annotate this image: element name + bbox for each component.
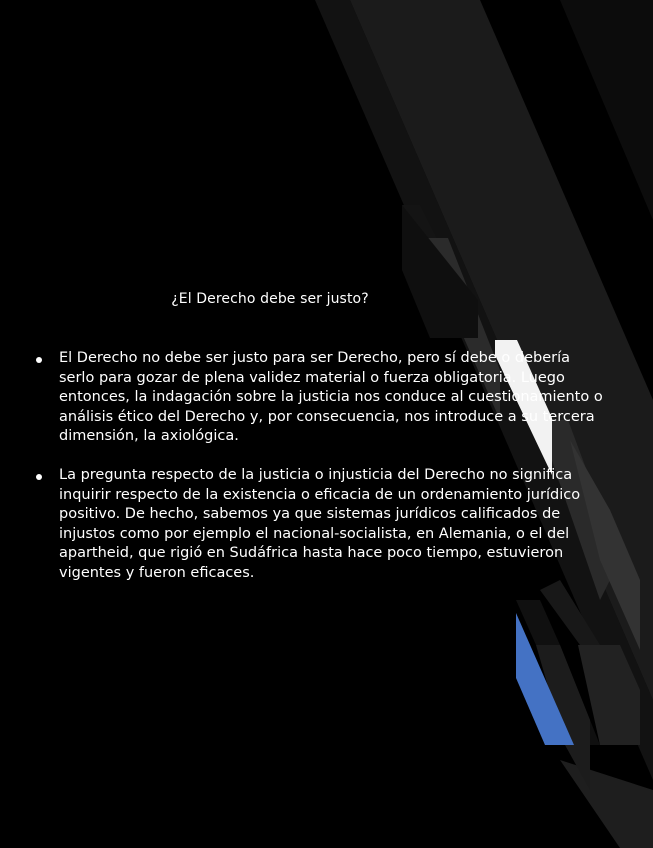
diagonal-band-right	[560, 0, 653, 220]
bullet-text: El Derecho no debe ser justo para ser Derecho, pero sí debe o debería serlo para gozar de plena validez material o fuerza obligatoria. Luego entonces, la indagación sobre la justicia nos conduce al cuestionamiento o análisis ético del Derecho y, por consecuencia, nos introduce a su tercera dimensión, la axiológica.	[59, 350, 603, 445]
diagonal-band-bottom	[560, 760, 653, 848]
bullet-item	[36, 466, 606, 584]
slide-title: ¿El Derecho debe ser justo?	[171, 291, 369, 307]
bullet-dot-icon	[36, 357, 42, 363]
bullet-list	[36, 349, 606, 603]
bullet-item	[36, 349, 606, 447]
bullet-text: La pregunta respecto de la justicia o injusticia del Derecho no significa inquirir respecto de la existencia o eficacia de un ordenamiento jurídico positivo. De hecho, sabemos ya que sistemas jurídicos calificados de injustos como por ejemplo el nacional-socialista, en Alemania, o el del apartheid, que rigió en Sudáfrica hasta hace poco tiempo, estuvieron vigentes y fueron eficaces.	[59, 466, 581, 581]
bullet-dot-icon	[36, 474, 42, 480]
